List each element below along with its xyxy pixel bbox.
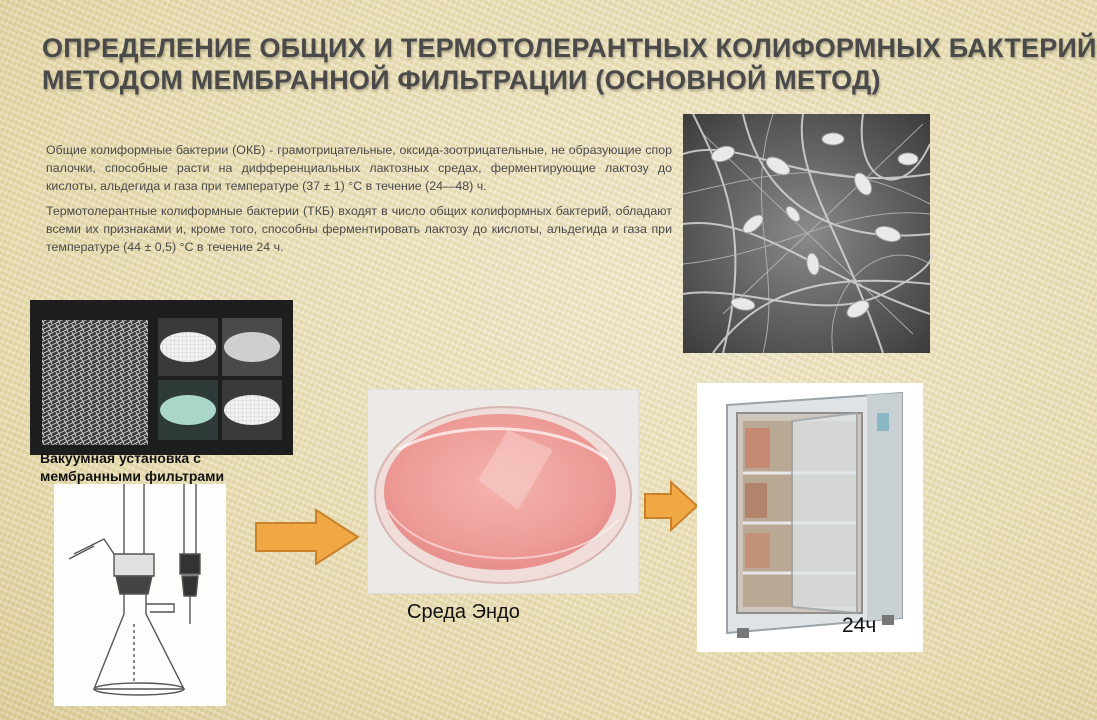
arrow-right-icon — [254, 508, 362, 566]
slide-title — [42, 32, 1097, 96]
definition-text — [46, 141, 672, 263]
paragraph-okb: Общие колиформные бактерии (ОКБ) - грамотрицательные, оксида-зоотрицательные, не образующие спор палочки, способные расти на дифференциальных лактозных средах, ферментирующие лактозу до кислоты, альдегида и газа при температуре (37 ± 1) °С в течение (24—48) ч. — [46, 143, 672, 193]
petri-dish-image — [368, 390, 638, 593]
arrow-right-icon — [643, 480, 699, 532]
membrane-filters-image — [30, 300, 293, 455]
slide-title-line1: ОПРЕДЕЛЕНИЕ ОБЩИХ И ТЕРМОТОЛЕРАНТНЫХ КОЛИФОРМНЫХ БАКТЕРИЙ — [42, 33, 1097, 63]
vacuum-setup-label: Вакуумная установка с мембранными фильтрами — [40, 450, 225, 484]
incubation-time-label: 24ч — [842, 614, 877, 637]
paragraph-tkb: Термотолерантные колиформные бактерии (ТКБ) входят в число общих колиформных бактерий, обладают всеми их признаками и, кроме того, способны ферментировать лактозу до кислоты, альдегида и газа при температуре (44 ± 0,5) °С в течение 24 ч. — [46, 204, 672, 254]
bacteria-micrograph-image — [683, 114, 930, 353]
incubator-image — [697, 383, 923, 652]
vacuum-apparatus-drawing — [54, 484, 226, 706]
endo-medium-label: Среда Эндо — [407, 601, 520, 623]
slide-title-line2: МЕТОДОМ МЕМБРАННОЙ ФИЛЬТРАЦИИ (ОСНОВНОЙ МЕТОД) — [42, 65, 881, 95]
